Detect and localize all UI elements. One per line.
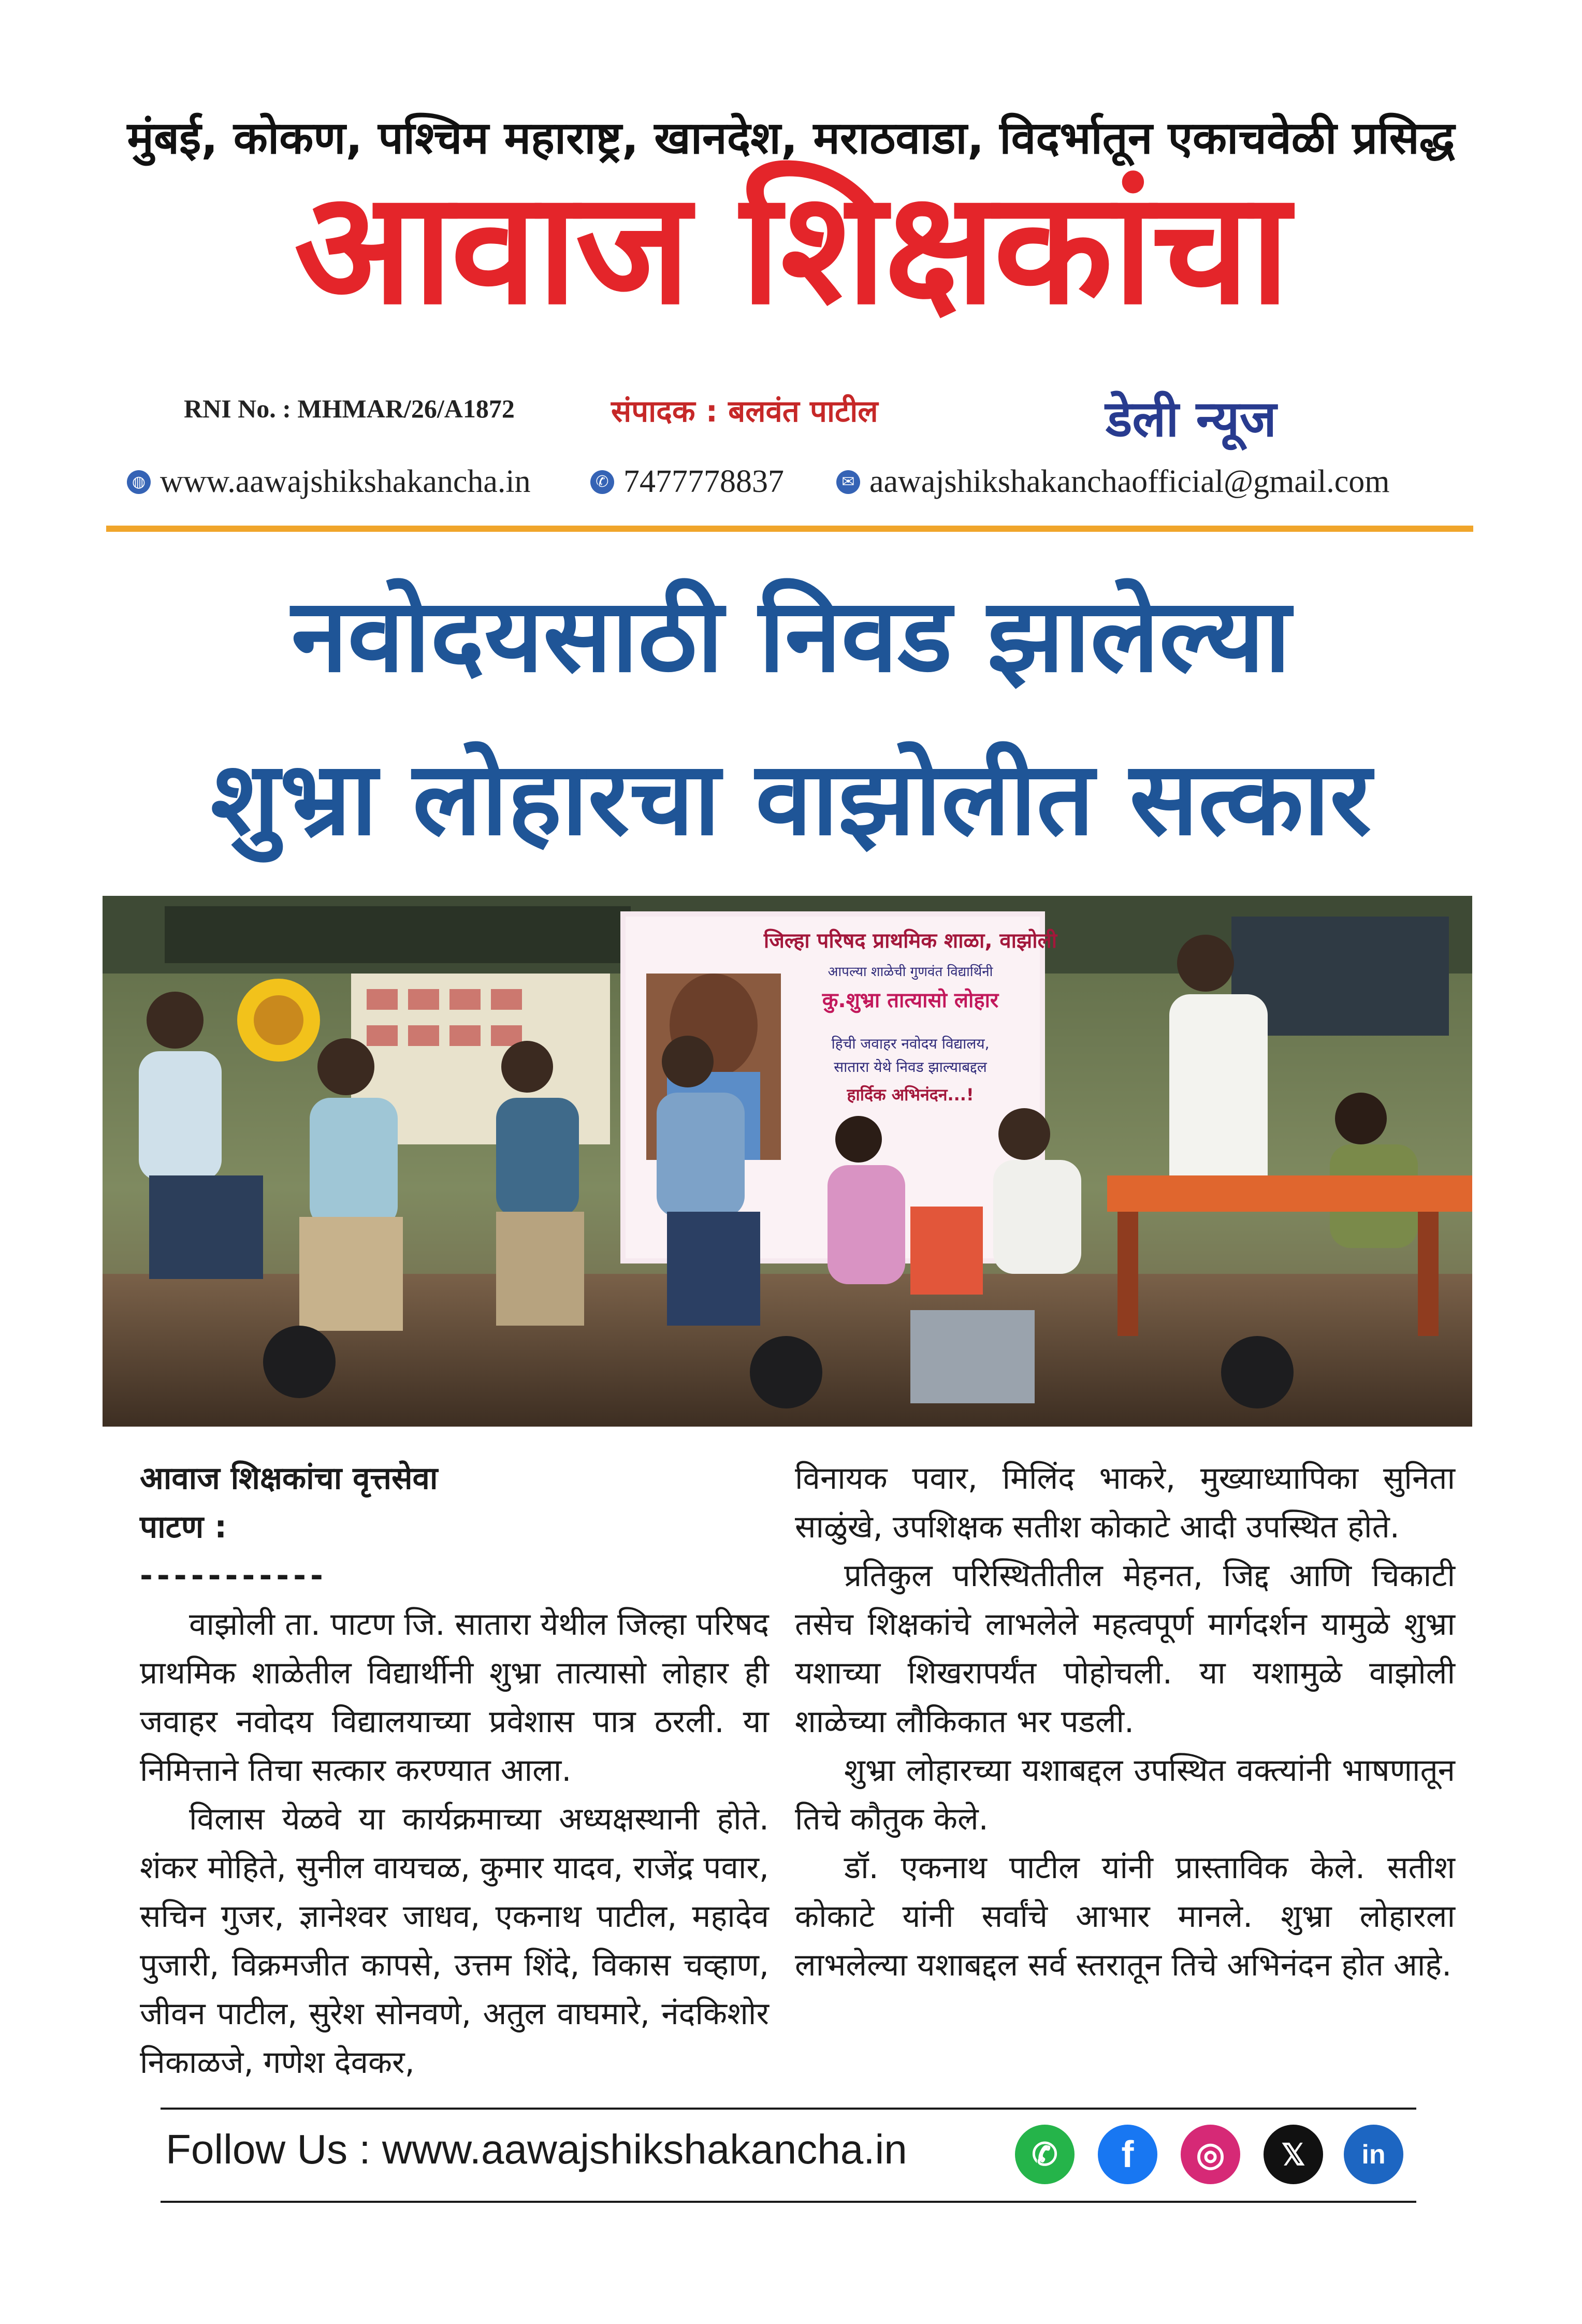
instagram-icon[interactable]: ◎ [1181,2125,1240,2184]
article-paragraph: डॉ. एकनाथ पाटील यांनी प्रास्ताविक केले. सतीश कोकाटे यांनी सर्वांचे आभार मानले. शुभ्रा लोहारला लाभलेल्या यशाबद्दल सर्व स्तरातून तिचे अभिनंदन होत आहे. [795,1850,1455,1983]
svg-text:सातारा येथे निवड झाल्याबद्दल: सातारा येथे निवड झाल्याबद्दल [834,1058,987,1076]
svg-text:आपल्या शाळेची गुणवंत विद्यार्थ: आपल्या शाळेची गुणवंत विद्यार्थिनी [828,964,993,980]
email-link[interactable]: aawajshikshakanchaofficial@gmail.com [869,464,1390,499]
whatsapp-icon[interactable]: ✆ [1015,2125,1075,2184]
svg-text:हिची जवाहर नवोदय विद्यालय,: हिची जवाहर नवोदय विद्यालय, [831,1035,990,1052]
headline-line-1: नवोदयसाठी निवड झालेल्या [291,577,1291,695]
header-divider [106,526,1473,532]
tagline: मुंबई, कोकण, पश्चिम महाराष्ट्र, खानदेश, मराठवाडा, विदर्भातून एकाचवेळी प्रसिद्ध [127,112,1455,164]
x-icon[interactable]: 𝕏 [1264,2125,1323,2184]
phone-icon: ✆ [590,470,614,494]
masthead-title: आवाज शिक्षकांचा [294,158,1288,339]
svg-text:हार्दिक अभिनंदन...!: हार्दिक अभिनंदन...! [847,1085,974,1105]
phone-number[interactable]: 7477778837 [623,464,784,499]
article-paragraph: वाझोली ता. पाटण जि. सातारा येथील जिल्हा परिषद प्राथमिक शाळेतील विद्यार्थीनी शुभ्रा तात्यासो लोहार ही जवाहर नवोदय विद्यालयाच्या प्रवेशास पात्र ठरली. या निमित्ताने तिचा सत्कार करण्यात आला. [140,1606,770,1789]
email-icon: ✉ [836,470,860,494]
footer-bottom-rule [161,2201,1416,2203]
rni-number: RNI No. : MHMAR/26/A1872 [184,394,515,423]
svg-text:जिल्हा परिषद प्राथमिक शाळा, वा: जिल्हा परिषद प्राथमिक शाळा, वाझोली [763,929,1057,953]
article-paragraph: विलास येळवे या कार्यक्रमाच्या अध्यक्षस्थानी होते. शंकर मोहिते, सुनील वायचळ, कुमार यादव, राजेंद्र पवार, सचिन गुजर, ज्ञानेश्वर जाधव, एकनाथ पाटील, महादेव पुजारी, विक्रमजीत कापसे, उत्तम शिंदे, विकास चव्हाण, जीवन पाटील, सुरेश सोनवणे, अतुल वाघमारे, नंदकिशोर निकाळजे, गणेश देवकर, [140,1801,769,2081]
article-column-2 [795,1454,1455,1989]
phone-contact[interactable] [590,463,784,500]
linkedin-icon[interactable]: in [1344,2125,1403,2184]
byline: आवाज शिक्षकांचा वृत्तसेवा [140,1460,438,1497]
editor-name: संपादक : बलवंत पाटील [611,394,878,429]
website-contact[interactable] [127,463,531,500]
footer-top-rule [161,2108,1416,2110]
article-column-1 [140,1454,769,2087]
article-paragraph: प्रतिकुल परिस्थितीतील मेहनत, जिद्द आणि चिकाटी तसेच शिक्षकांचे लाभलेले महत्वपूर्ण मार्गदर्शन यामुळे शुभ्रा यशाच्या शिखरापर्यंत पोहोचली. या यशामुळे वाझोली शाळेच्या लौकिकात भर पडली. [795,1558,1455,1740]
facebook-icon[interactable]: f [1098,2125,1157,2184]
article-paragraph: विनायक पवार, मिलिंद भाकरे, मुख्याध्यापिका सुनिता साळुंखे, उपशिक्षक सतीश कोकाटे आदी उपस्थित होते. [795,1460,1455,1545]
dateline-rule: ----------- [140,1558,327,1594]
event-photo [103,896,1472,1427]
globe-icon: ◍ [127,470,151,494]
email-contact[interactable] [836,463,1390,500]
svg-text:कु.शुभ्रा तात्यासो लोहार: कु.शुभ्रा तात्यासो लोहार [822,989,999,1012]
follow-us-link[interactable]: Follow Us : www.aawajshikshakancha.in [166,2126,907,2172]
edition-label: डेली न्यूज [1106,390,1276,448]
website-link[interactable]: www.aawajshikshakancha.in [160,464,531,499]
article-paragraph: शुभ्रा लोहारच्या यशाबद्दल उपस्थित वक्त्यांनी भाषणातून तिचे कौतुक केले. [795,1752,1455,1837]
dateline: पाटण : [140,1509,227,1545]
headline-line-2: शुभ्रा लोहारचा वाझोलीत सत्कार [210,740,1372,858]
